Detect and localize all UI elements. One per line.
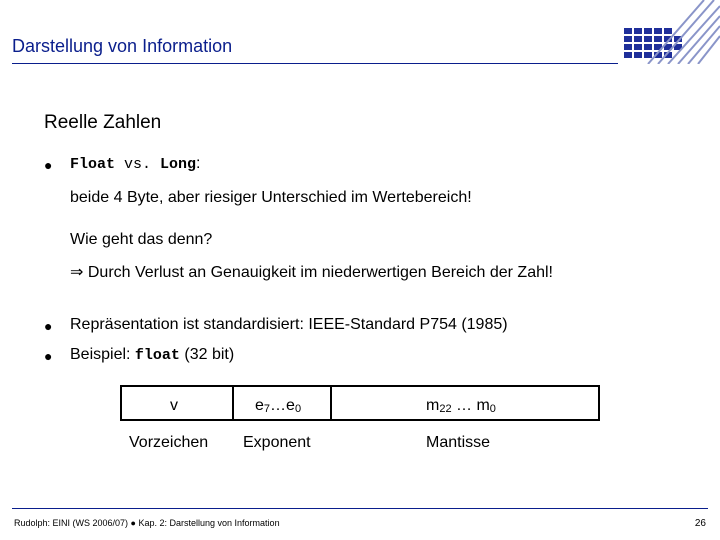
vs-text: vs. xyxy=(115,156,161,173)
university-logo xyxy=(618,0,720,64)
caption-mantissa: Mantisse xyxy=(426,434,491,451)
code-float-type: float xyxy=(134,347,180,364)
caption-sign: Vorzeichen xyxy=(129,434,209,451)
example-suffix: (32 bit) xyxy=(179,346,235,363)
bullet-3: ● xyxy=(44,348,53,364)
line-bytes: beide 4 Byte, aber riesiger Unterschied im Wertebereich! xyxy=(70,189,472,206)
divider-exponent-mantissa xyxy=(330,387,332,419)
bullet-2: ● xyxy=(44,318,53,334)
float-layout-box xyxy=(120,385,600,421)
section-title: Reelle Zahlen xyxy=(44,112,162,133)
page-number: 26 xyxy=(694,518,706,529)
header-rule xyxy=(12,63,618,64)
line-question: Wie geht das denn? xyxy=(70,231,213,248)
footer-rule xyxy=(12,508,708,509)
code-float: Float xyxy=(70,156,116,173)
cell-mantissa: $m_{22}$ … $m_0$ xyxy=(426,397,496,415)
cell-sign: v xyxy=(170,397,178,414)
divider-sign-exponent xyxy=(232,387,234,419)
item-float-vs-long xyxy=(70,155,201,173)
bullet-1: ● xyxy=(44,157,53,173)
implies-symbol: ⇒ xyxy=(70,264,84,281)
example-prefix: Beispiel: xyxy=(70,346,135,363)
caption-exponent: Exponent xyxy=(243,434,311,451)
code-long: Long xyxy=(160,156,197,173)
footer-text: Rudolph: EINI (WS 2006/07) ● Kap. 2: Darstellung von Information xyxy=(14,518,280,528)
answer-text: Durch Verlust an Genauigkeit im niederwertigen Bereich der Zahl! xyxy=(87,264,553,281)
colon: : xyxy=(196,155,201,172)
header-title: Darstellung von Information xyxy=(12,36,233,56)
item-example xyxy=(70,346,234,364)
item-ieee-standard: Repräsentation ist standardisiert: IEEE-Standard P754 (1985) xyxy=(70,316,508,333)
line-answer xyxy=(70,262,553,282)
cell-exponent: $e_7\dots e_0$ xyxy=(255,397,302,415)
